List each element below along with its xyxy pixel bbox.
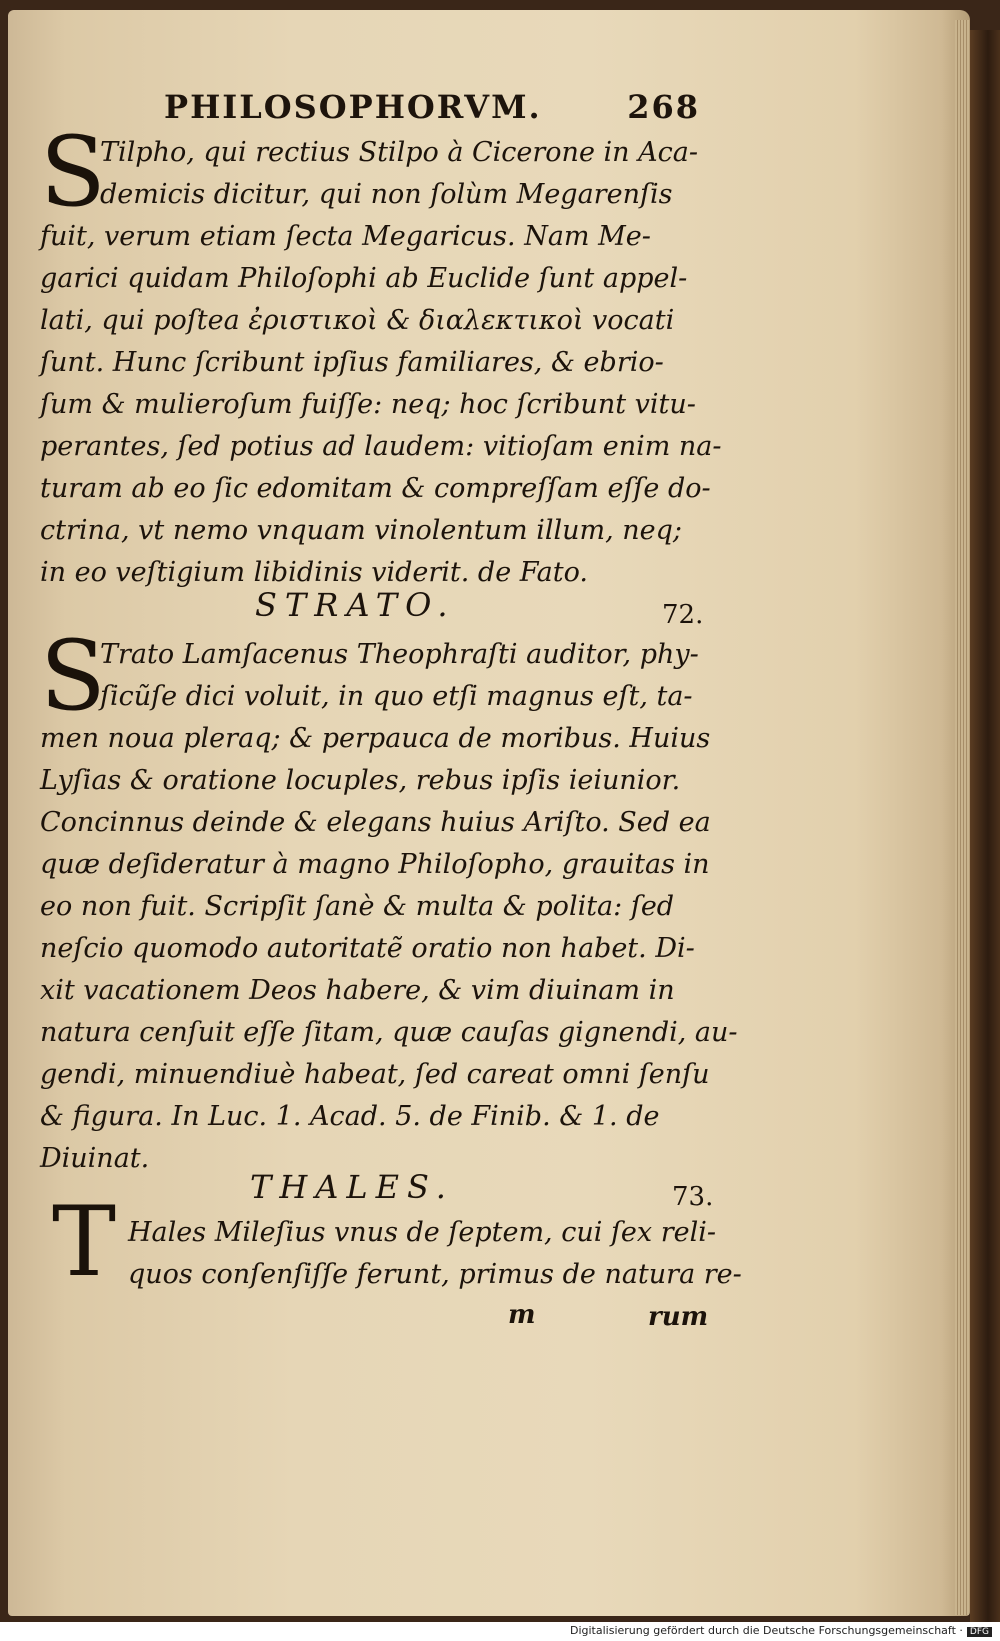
heading-thales: THALES. [250,1168,454,1206]
text-line: natura cenſuit eſſe ſitam, quæ cauſas gignendi, au- [40,1017,738,1048]
dfg-logo: DFG [967,1627,992,1637]
text-line: turam ab eo ſic edomitam & compreſſam eſſe do- [40,473,711,504]
text-line: Hales Mileſius vnus de ſeptem, cui ſex reli- [128,1217,717,1248]
text-line: Lyſias & oratione locuples, rebus ipſis ieiunior. [40,765,681,796]
digitization-credit [570,1624,992,1637]
text-line: ctrina, vt nemo vnquam vinolentum illum, neq; [40,515,683,546]
text-line: perantes, ſed potius ad laudem: vitioſam enim na- [40,431,722,462]
text-line: quæ deſideratur à magno Philoſopho, grauitas in [40,849,710,880]
text-line: Trato Lamſacenus Theophraſti auditor, phy- [100,639,699,670]
text-line: fuit, verum etiam ſecta Megaricus. Nam Me- [40,221,651,252]
text-line: men noua pleraq; & perpauca de moribus. Huius [40,723,711,754]
running-head [160,80,700,140]
text-line: xit vacationem Deos habere, & vim diuinam in [40,975,675,1006]
text-line: Concinnus deinde & elegans huius Ariſto. Sed ea [40,807,711,838]
section-stilpo [40,132,720,594]
credit-text: Digitalisierung gefördert durch die Deutsche Forschungsgemeinschaft · [569,1624,963,1637]
catchword-first: m [508,1300,536,1330]
text-line: demicis dicitur, qui non ſolùm Megarenſis [100,179,673,210]
text-line: quos conſenſiſſe ferunt, primus de natura re- [128,1259,742,1290]
text-line: gendi, minuendiuè habeat, ſed careat omni ſenſu [40,1059,710,1090]
dropcap-s-strato: S [40,620,106,732]
section-number-73: 73. [672,1182,714,1212]
text-line: ſum & mulieroſum fuiſſe: neq; hoc ſcribunt vitu- [40,389,696,420]
text-line: lati, qui poſtea ἐριστικοὶ & διαλεκτικοὶ vocati [40,305,675,336]
dropcap-t-thales: T [52,1186,117,1298]
section-strato [40,634,738,1180]
text-line: garici quidam Philoſophi ab Euclide ſunt appel- [40,263,688,294]
book-spine [970,30,1000,1622]
page-number: 268 [627,88,700,126]
text-line: & figura. In Luc. 1. Acad. 5. de Finib. & 1. de [40,1101,660,1132]
text-line: in eo veſtigium libidinis viderit. de Fato. [40,557,588,588]
running-title: PHILOSOPHORVM. [164,88,542,126]
section-number-72: 72. [662,600,704,630]
text-line: Diuinat. [40,1143,150,1174]
text-line: ſicũſe dici voluit, in quo etſi magnus eſt, ta- [100,681,693,712]
text-line: Tilpho, qui rectius Stilpo à Cicerone in Aca- [100,137,698,168]
text-line: eo non fuit. Scripſit ſanè & multa & polita: ſed [40,891,675,922]
text-line: ſunt. Hunc ſcribunt ipſius familiares, & ebrio- [40,347,664,378]
page-edges [955,20,969,1615]
text-line: neſcio quomodo autoritatẽ oratio non habet. Di- [40,933,695,964]
section-thales [40,1212,742,1296]
dropcap-s-stilpo: S [40,116,106,228]
catchword-second: rum [648,1302,709,1332]
heading-strato: STRATO. [255,586,456,624]
